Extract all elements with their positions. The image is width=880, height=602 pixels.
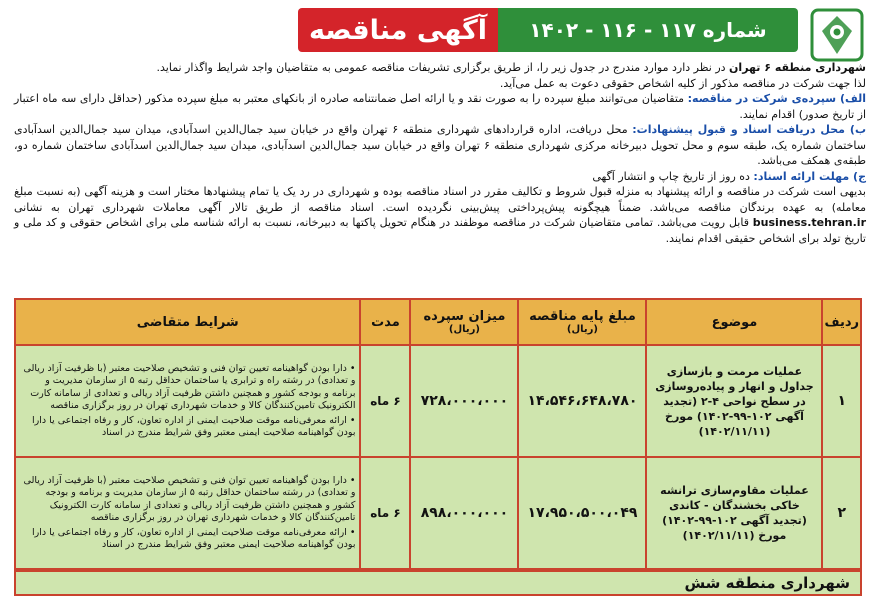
header-deposit: میزان سپرده (ریال) bbox=[410, 299, 518, 345]
intro-line1: شهرداری منطقه ۶ تهران در نظر دارد موارد مندرج در جدول زیر را، از طریق برگزاری تشریفات مناقصه عمومی به متقاضیان واجد شرایط واگذار نماید. bbox=[156, 61, 866, 74]
website-link[interactable]: business.tehran.ir bbox=[752, 216, 866, 229]
body-text: بدیهی است شرکت در مناقصه و ارائه پیشنهاد به منزله قبول شروط و تکالیف مقرر در اسناد مناقصه بوده و شهرداری در رد یک یا تمام پیشنهادها مختار است و هزینه آگهی (به نسبت مبلغ معامله) به عهده برندگان مناقصه می‌باشد. ضمناً هیچگونه پیش‌پرداختی پیش‌بینی نگردیده است. اسناد مناقصه از طریق تالار آگهی معاملات شهرداری تهران به نشانی business.tehran.ir قابل رویت می‌باشد. تمامی متقاضیان شرکت در مناقصه موظفند در هنگام تحویل پاکتها به دبیرخانه، نسبت به ارائه شناسه ملی برای اشخاص حقوقی و کد ملی و تاریخ تولد برای اشخاص حقیقی اقدام نمایند. bbox=[14, 185, 866, 245]
row-duration: ۶ ماه bbox=[360, 345, 410, 457]
title-banner bbox=[298, 8, 798, 52]
org-name: شهرداری منطقه ۶ تهران bbox=[729, 61, 866, 74]
header-subject: موضوع bbox=[646, 299, 822, 345]
tender-table bbox=[14, 298, 862, 570]
section-a: الف) سپرده‌ی شرکت در مناقصه: متقاضیان می‌توانند مبلغ سپرده را به صورت نقد و یا ارائه اصل ضمانتنامه صادره از بانکهای معتبر به مبلغ سپرده مذکور (حداقل دارای سه ماه اعتبار از تاریخ صدور) اقدام نمایند. bbox=[14, 92, 866, 121]
row-duration: ۶ ماه bbox=[360, 457, 410, 569]
footer-signature: شهرداری منطقه شش bbox=[14, 570, 862, 596]
table-header-row bbox=[15, 299, 861, 345]
header-row-number: ردیف bbox=[822, 299, 861, 345]
row-base-price: ۱۷،۹۵۰،۵۰۰،۰۴۹ bbox=[518, 457, 646, 569]
header-duration: مدت bbox=[360, 299, 410, 345]
notice-title: آگهی مناقصه bbox=[298, 8, 498, 52]
row-subject: عملیات مرمت و بازسازی جداول و انهار و پیاده‌روسازی در سطح نواحی ۴-۲ (تجدید آگهی ۱۰۲-۹۹-۱۴۰۲) مورخ (۱۴۰۲/۱۱/۱۱) bbox=[646, 345, 822, 457]
header-conditions: شرایط متقاضی bbox=[15, 299, 360, 345]
row-conditions: • دارا بودن گواهینامه تعیین توان فنی و تشخیص صلاحیت معتبر (با ظرفیت آزاد ریالی و تعدادی) در رشته ساختمان حداقل رتبه ۵ از سازمان مدیریت و برنامه و بودجه کشور و همچنین داشتن ظرفیت آزاد ریالی و تعدادی از سامانه کارت الکترونیک تامین‌کنندگان کالا و خدمات شهرداری تهران در روز برگزاری مناقصه • ارائه معرفی‌نامه موقت صلاحیت ایمنی از اداره تعاون، کار و رفاه اجتماعی یا دارا بودن گواهینامه صلاحیت ایمنی معتبر وفق شرایط مندرج در اسناد bbox=[15, 457, 360, 569]
row-base-price: ۱۴،۵۴۶،۶۴۸،۷۸۰ bbox=[518, 345, 646, 457]
row-number: ۲ bbox=[822, 457, 861, 569]
notice-number: شماره ۱۱۷ - ۱۱۶ - ۱۴۰۲ bbox=[498, 8, 798, 52]
table-row bbox=[15, 457, 861, 569]
row-number: ۱ bbox=[822, 345, 861, 457]
intro-line2: لذا جهت شرکت در مناقصه مذکور از کلیه اشخاص حقوقی دعوت به عمل می‌آید. bbox=[499, 76, 866, 90]
row-deposit: ۸۹۸،۰۰۰،۰۰۰ bbox=[410, 457, 518, 569]
table-row bbox=[15, 345, 861, 457]
row-deposit: ۷۲۸،۰۰۰،۰۰۰ bbox=[410, 345, 518, 457]
intro-text bbox=[14, 60, 866, 246]
section-b: ب) محل دریافت اسناد و قبول پیشنهادات: محل دریافت، اداره قراردادهای شهرداری منطقه ۶ تهران واقع در خیابان سید جمال‌الدین اسدآبادی، میدان سید جمال‌الدین اسدآبادی ساختمان شماره یک، طبقه سوم و محل تحویل دبیرخانه مرکزی شهرداری منطقه ۶ تهران واقع در خیابان سید جمال‌الدین اسدآبادی، میدان سید جمال‌الدین اسدآبادی ساختمان شماره دو، طبقه‌ی همکف می‌باشد. bbox=[14, 123, 867, 167]
header-base-price: مبلغ پایه مناقصه (ریال) bbox=[518, 299, 646, 345]
section-c: ج) مهلت ارائه اسناد: ده روز از تاریخ چاپ و انتشار آگهی bbox=[592, 169, 866, 183]
row-subject: عملیات مقاوم‌سازی ترانشه خاکی بخشندگان - کاندی (تجدید آگهی ۱۰۲-۹۹-۱۴۰۲) مورخ (۱۴۰۲/۱۱/۱۱) bbox=[646, 457, 822, 569]
municipality-logo-icon bbox=[808, 6, 866, 64]
row-conditions: • دارا بودن گواهینامه تعیین توان فنی و تشخیص صلاحیت معتبر (با ظرفیت آزاد ریالی و تعدادی) در رشته راه و ترابری یا ساختمان حداقل رتبه ۵ از سازمان مدیریت و برنامه و بودجه کشور و همچنین داشتن ظرفیت آزاد ریالی و تعدادی از سامانه کارت الکترونیک تامین‌کنندگان کالا و خدمات شهرداری تهران در روز برگزاری مناقصه • ارائه معرفی‌نامه موقت صلاحیت ایمنی از اداره تعاون، کار و رفاه اجتماعی یا دارا بودن گواهینامه صلاحیت ایمنی معتبر وفق شرایط مندرج در اسناد bbox=[15, 345, 360, 457]
